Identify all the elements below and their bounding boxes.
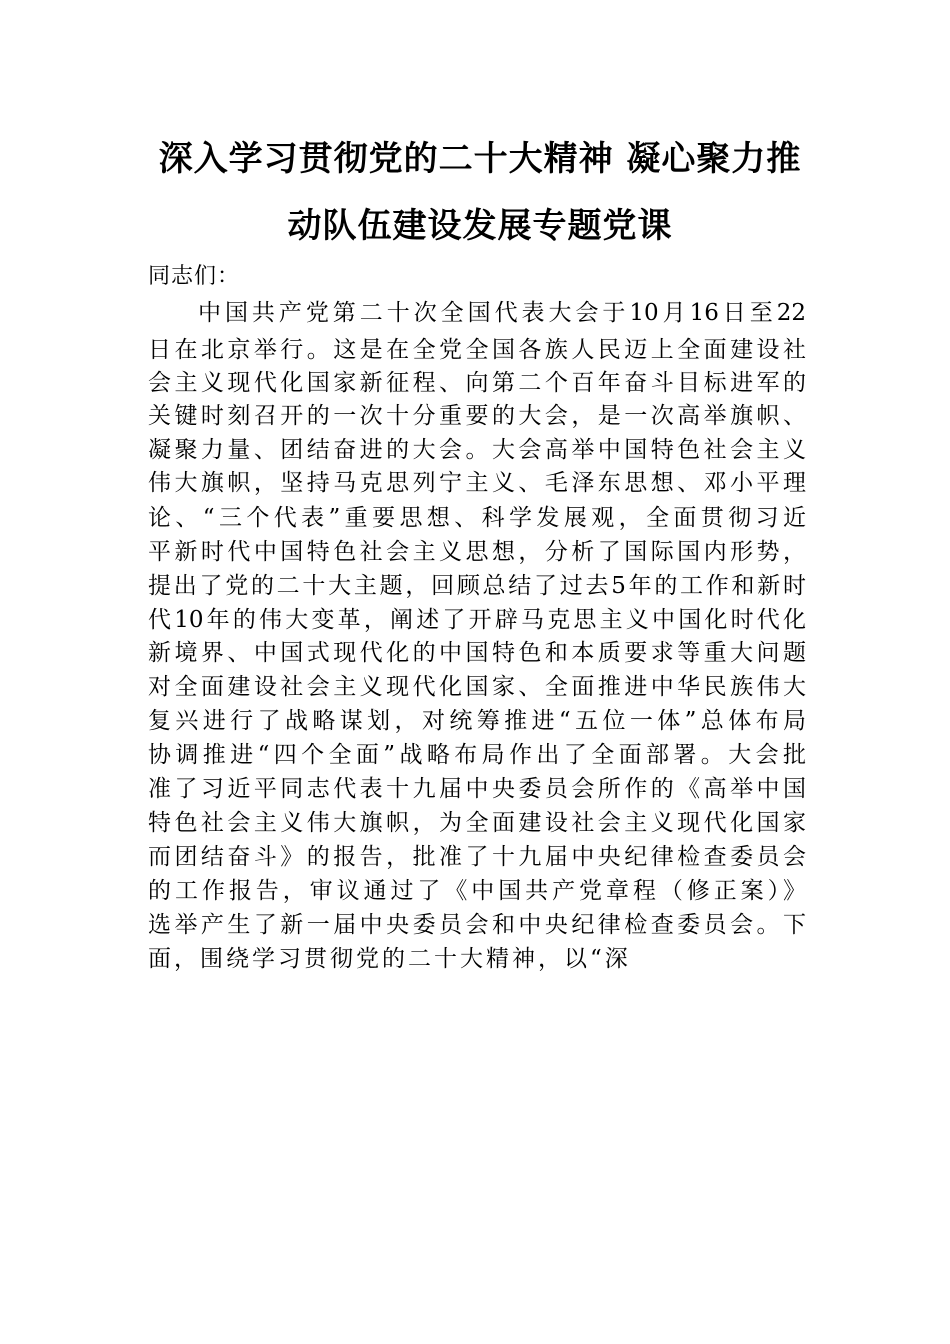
body-line: 伟大旗帜，坚持马克思列宁主义、毛泽东思想、邓小平理 [148, 470, 806, 496]
body-line: 日在北京举行。这是在全党全国各族人民迈上全面建设社 [148, 337, 806, 363]
body-line: 关键时刻召开的一次十分重要的大会，是一次高举旗帜、 [148, 403, 806, 429]
body-line: 新境界、中国式现代化的中国特色和本质要求等重大问题 [148, 640, 806, 666]
body-line: 中国共产党第二十次全国代表大会于10月16日至22 [198, 300, 806, 326]
body-line: 的工作报告，审议通过了《中国共产党章程（修正案）》 [148, 878, 806, 904]
body-line: 选举产生了新一届中央委员会和中央纪律检查委员会。下 [148, 912, 806, 938]
body-line: 对全面建设社会主义现代化国家、全面推进中华民族伟大 [148, 674, 806, 700]
body-line: 提出了党的二十大主题，回顾总结了过去5年的工作和新时 [148, 573, 806, 599]
salutation: 同志们： [148, 264, 241, 289]
body-line: 会主义现代化国家新征程、向第二个百年奋斗目标进军的 [148, 370, 806, 396]
body-line: 而团结奋斗》的报告，批准了十九届中央纪律检查委员会 [148, 844, 806, 870]
body-line: 论、“三个代表”重要思想、科学发展观，全面贯彻习近 [148, 505, 806, 531]
body-line: 复兴进行了战略谋划，对统筹推进“五位一体”总体布局 [148, 708, 806, 734]
document-title-line-1: 深入学习贯彻党的二十大精神 凝心聚力推 [158, 139, 802, 179]
body-line: 准了习近平同志代表十九届中央委员会所作的《高举中国 [148, 776, 806, 802]
body-line: 面，围绕学习贯彻党的二十大精神，以“深 [148, 946, 631, 972]
body-line: 协调推进“四个全面”战略布局作出了全面部署。大会批 [148, 742, 806, 768]
body-line: 凝聚力量、团结奋进的大会。大会高举中国特色社会主义 [148, 437, 806, 463]
body-line: 代10年的伟大变革，阐述了开辟马克思主义中国化时代化 [148, 607, 806, 633]
body-line: 特色社会主义伟大旗帜，为全面建设社会主义现代化国家 [148, 810, 806, 836]
document-title-line-2: 动队伍建设发展专题党课 [287, 206, 673, 246]
body-line: 平新时代中国特色社会主义思想，分析了国际国内形势， [148, 539, 806, 565]
